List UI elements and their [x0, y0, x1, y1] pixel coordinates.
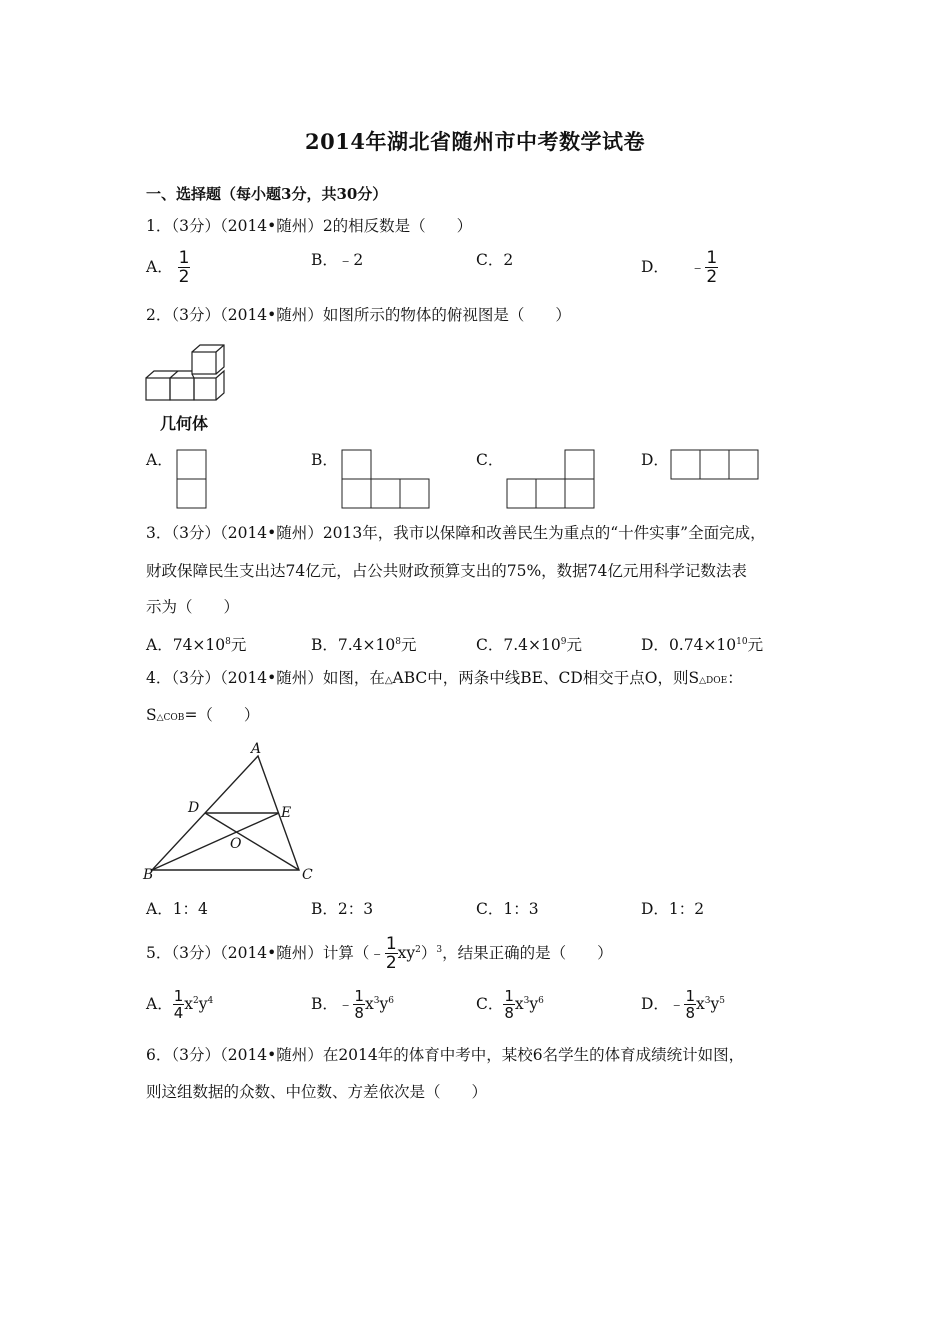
- q2-option-a-label: A．: [146, 451, 173, 469]
- q2-option-d-view: [670, 449, 762, 482]
- q2-option-c-label: C．: [476, 451, 504, 469]
- q5-option-b: B．﹣ $\frac{1}{8}$ $x^3y^6$: [311, 987, 394, 1022]
- q3-option-c: C．$7.4\times 10^9$元: [476, 636, 582, 655]
- question-1-stem: 1．（3分）（2014•随州）2的相反数是（ ）: [146, 217, 473, 235]
- section-heading: 一、选择题（每小题3分，共30分）: [146, 185, 388, 203]
- point-b-label: B: [143, 867, 154, 883]
- q1-option-c: C．2: [476, 251, 514, 269]
- q4-option-b: B．2：3: [311, 900, 374, 918]
- page-title: 2014年湖北省随州市中考数学试卷: [305, 129, 645, 154]
- q4-option-d: D．1：2: [641, 900, 705, 918]
- q2-option-c-view: [506, 449, 596, 511]
- triangle-figure: [140, 738, 330, 886]
- point-c-label: C: [302, 867, 313, 883]
- point-o-label: O: [230, 836, 242, 852]
- q1-option-b: B．﹣2: [311, 251, 364, 269]
- question-6-line-2: 则这组数据的众数、中位数、方差依次是（ ）: [146, 1083, 488, 1101]
- question-3-line-2: 财政保障民生支出达74亿元，占公共财政预算支出的75%，数据74亿元用科学记数法表: [146, 562, 747, 580]
- q1-option-a: A． $\frac{1}{2}$: [146, 248, 190, 287]
- question-6-line-1: 6．（3分）（2014•随州）在2014年的体育中考中，某校6名学生的体育成绩统计如图，: [146, 1046, 745, 1064]
- solid-figure: [140, 342, 230, 404]
- point-e-label: E: [281, 805, 292, 821]
- q3-option-d: D．$0.74\times 10^{10}$元: [641, 636, 764, 655]
- q5-option-c: C． $\frac{1}{8}$ $x^3y^6$: [476, 987, 544, 1022]
- q5-option-a: A． $\frac{1}{4}$ $x^2y^4$: [146, 987, 214, 1022]
- q3-option-b: B．$7.4\times 10^8$元: [311, 636, 417, 655]
- point-d-label: D: [188, 800, 200, 816]
- q2-option-b-view: [341, 449, 431, 511]
- question-2-stem: 2．（3分）（2014•随州）如图所示的物体的俯视图是（ ）: [146, 306, 571, 324]
- q2-option-a-view: [176, 449, 208, 511]
- q1-option-d: D． ﹣ $\frac{1}{2}$: [641, 248, 718, 287]
- q3-option-a: A．$74\times 10^8$元: [146, 636, 247, 655]
- figure-caption: 几何体: [160, 414, 209, 433]
- q5-option-d: D．﹣ $\frac{1}{8}$ $x^3y^5$: [641, 987, 725, 1022]
- point-a-label: A: [251, 741, 262, 757]
- q4-option-a: A．1：4: [146, 900, 208, 918]
- q2-option-b-label: B．: [311, 451, 338, 469]
- question-3-line-3: 示为（ ）: [146, 598, 240, 616]
- question-5-stem: 5．（3分）（2014•随州）计算（﹣ $\frac{1}{2}$ $xy^2)^3$，结果正确的是（ ）: [146, 934, 613, 973]
- question-4-line-2: S△COB=（ ）: [146, 706, 260, 724]
- question-4-line-1: 4．（3分）（2014•随州）如图，在△ABC中，两条中线BE、CD相交于点O，则S△DOE：: [146, 669, 743, 687]
- q2-option-d-label: D．: [641, 451, 669, 469]
- q4-option-c: C．1：3: [476, 900, 539, 918]
- question-3-line-1: 3．（3分）（2014•随州）2013年，我市以保障和改善民生为重点的“十件实事”全面完成，: [146, 524, 766, 542]
